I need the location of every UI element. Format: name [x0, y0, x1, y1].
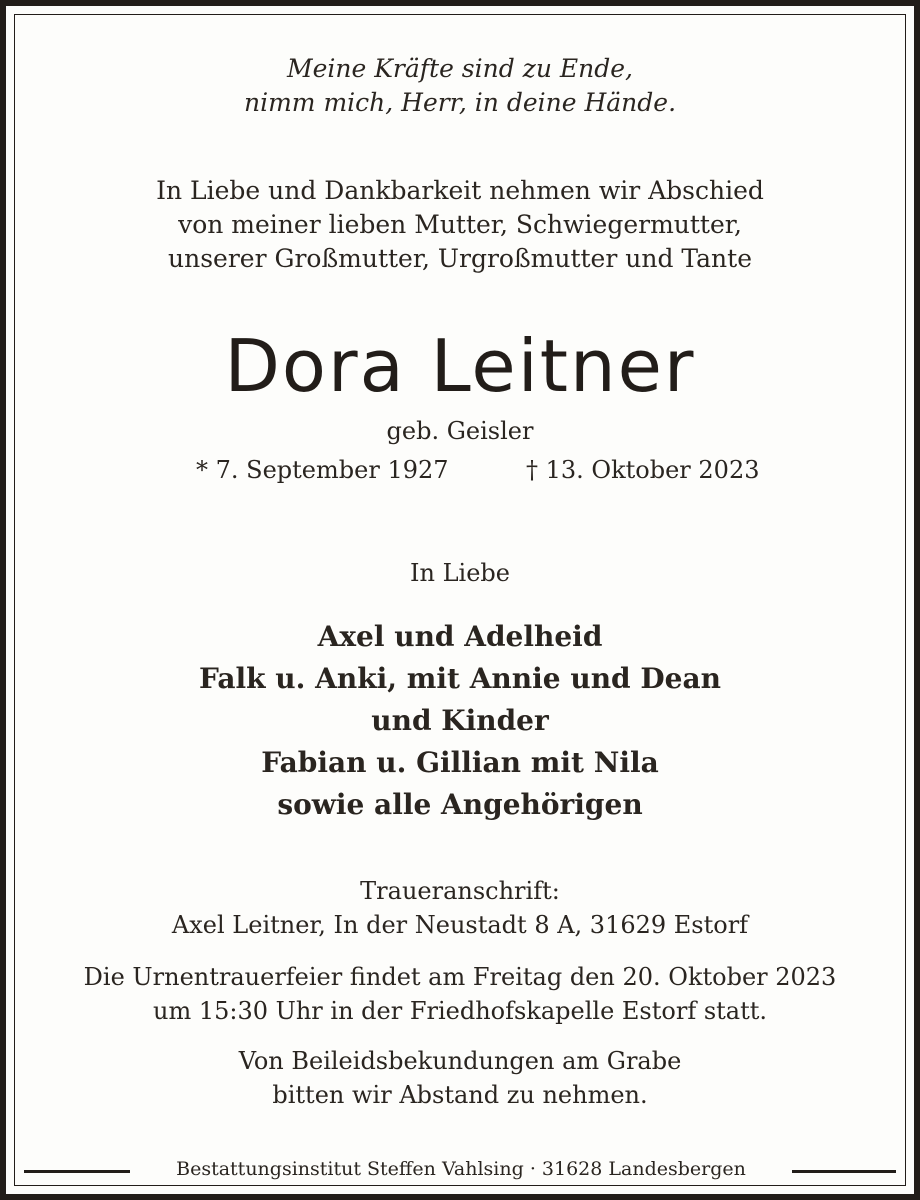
- mourners-heading: In Liebe: [410, 559, 510, 587]
- intro-line: unserer Großmutter, Urgroßmutter und Tante: [168, 244, 752, 273]
- funeral-home-footer: Bestattungsinstitut Steffen Vahlsing · 31628 Landesbergen: [176, 1158, 746, 1180]
- birth-date: * 7. September 1927: [196, 456, 449, 484]
- intro-line: von meiner lieben Mutter, Schwiegermutter,: [178, 210, 742, 239]
- intro-line: In Liebe und Dankbarkeit nehmen wir Abschied: [156, 176, 764, 205]
- condolence-note: [0, 1044, 920, 1112]
- mourners-list: [0, 616, 920, 826]
- footer-rule: [792, 1170, 896, 1173]
- mourner-line: Falk u. Anki, mit Annie und Dean: [199, 662, 721, 695]
- mourner-line: und Kinder: [371, 704, 549, 737]
- mourning-address: [0, 874, 920, 942]
- ceremony-line: um 15:30 Uhr in der Friedhofskapelle Estorf statt.: [152, 997, 768, 1025]
- motto-line: nimm mich, Herr, in deine Hände.: [243, 88, 677, 117]
- footer-rule: [24, 1170, 130, 1173]
- mourner-line: Fabian u. Gillian mit Nila: [261, 746, 659, 779]
- address-text: Axel Leitner, In der Neustadt 8 A, 31629 Estorf: [171, 911, 749, 939]
- motto-line: Meine Kräfte sind zu Ende,: [287, 54, 633, 83]
- address-label: Traueranschrift:: [360, 877, 560, 905]
- condolence-line: Von Beileidsbekundungen am Grabe: [238, 1047, 682, 1075]
- mourner-line: Axel und Adelheid: [317, 620, 603, 653]
- ceremony-line: Die Urnentrauerfeier findet am Freitag den 20. Oktober 2023: [83, 963, 837, 991]
- deceased-name: Dora Leitner: [224, 324, 696, 408]
- intro-text: [0, 174, 920, 276]
- death-date: † 13. Oktober 2023: [526, 456, 760, 484]
- motto-verse: [0, 52, 920, 120]
- condolence-line: bitten wir Abstand zu nehmen.: [272, 1081, 648, 1109]
- ceremony-info: [0, 960, 920, 1028]
- mourner-line: sowie alle Angehörigen: [277, 788, 643, 821]
- maiden-name: geb. Geisler: [386, 417, 534, 445]
